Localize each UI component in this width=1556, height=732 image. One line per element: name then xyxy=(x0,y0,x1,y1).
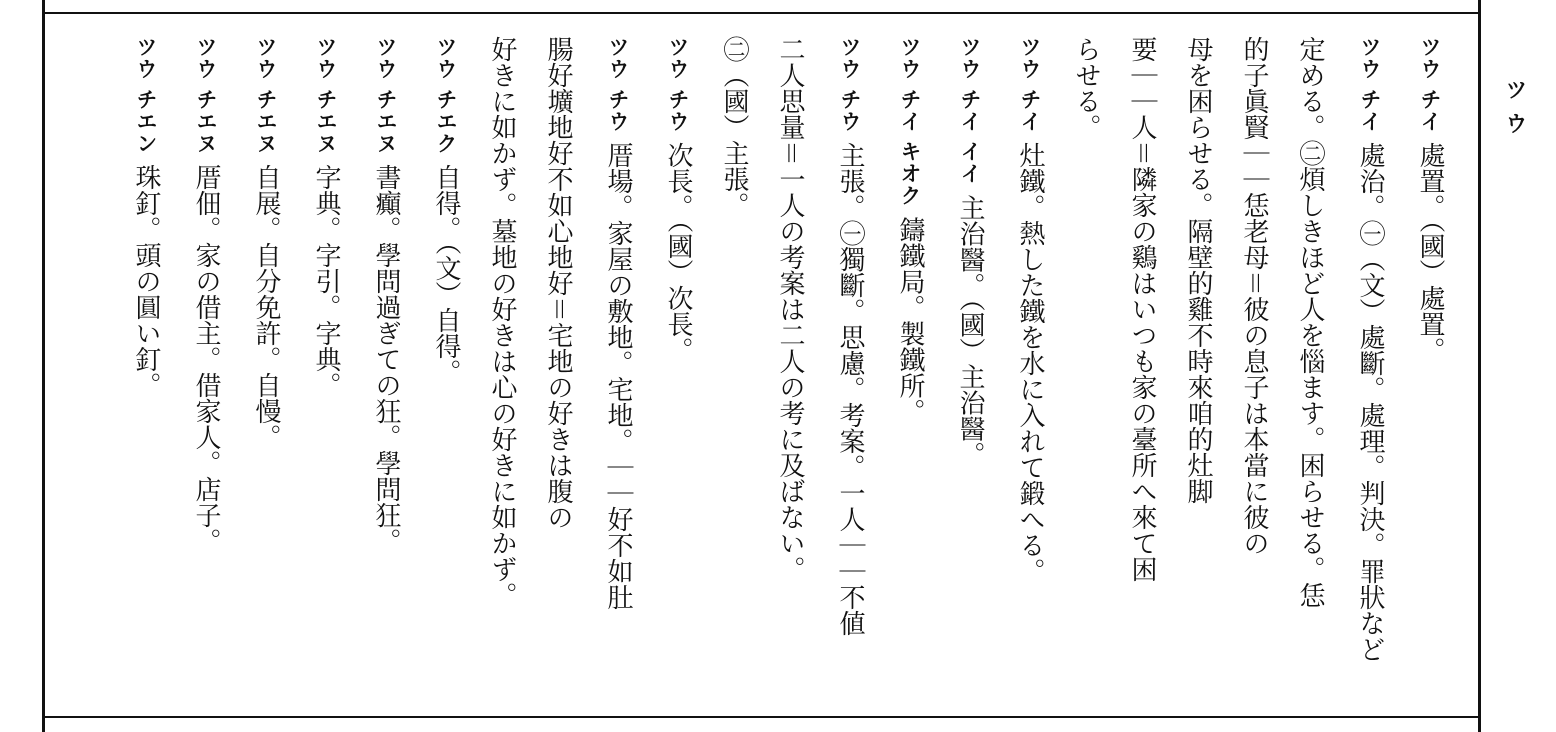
entry-headword: ツウ チウ xyxy=(606,36,630,133)
entry-text: 母を困らせる。隔壁的雞不時來咱的灶脚 xyxy=(1183,36,1213,504)
entry-text: 字典。字引。字典。 xyxy=(311,164,341,399)
entry-column xyxy=(940,36,1000,696)
entry-text: 主治醫。（國）主治醫。 xyxy=(955,194,985,468)
entry-text: 好きに如かず。墓地の好きは心の好きに如かず。 xyxy=(487,36,517,608)
entry-text: 二人思量＝一人の考案は二人の考に及ばない。 xyxy=(775,36,805,582)
entry-text: 自展。自分免許。自慢。 xyxy=(251,164,281,451)
entry-headword: ツウ チエヌ xyxy=(194,36,218,155)
entry-text: 珠釘。頭の圓い釘。 xyxy=(131,164,161,399)
entry-headword: ツウ チエヌ xyxy=(254,36,278,155)
entry-column xyxy=(236,36,296,696)
entry-text: 鑄鐵局。製鐵所。 xyxy=(895,216,925,425)
entry-text: 書癲。學問過ぎての狂。學問狂。 xyxy=(371,164,401,555)
entry-column xyxy=(1000,36,1060,696)
entry-columns xyxy=(60,36,1460,696)
entry-headword: ツウ チウ xyxy=(838,36,862,133)
entry-column xyxy=(588,36,648,696)
entry-text: 要｜｜人＝隣家の鷄はいつも家の臺所へ來て困 xyxy=(1127,36,1157,582)
entry-text: 自得。（文）自得。 xyxy=(431,164,461,386)
entry-column xyxy=(880,36,940,696)
entry-text: らせる。 xyxy=(1071,36,1101,140)
entry-column xyxy=(648,36,708,696)
left-rule xyxy=(42,0,45,732)
entry-text: ㊁（國）主張。 xyxy=(719,36,749,218)
entry-text: 的子眞賢｜｜恁老母＝彼の息子は本當に彼の xyxy=(1239,36,1269,556)
entry-column xyxy=(1172,36,1228,696)
entry-text: 厝場。家屋の敷地。宅地。｜｜好不如肚 xyxy=(603,142,633,611)
entry-column xyxy=(764,36,820,696)
entry-headword: ツウ チウ xyxy=(666,36,690,133)
section-heading: ツウ xyxy=(1502,78,1527,146)
entry-column xyxy=(356,36,416,696)
entry-column xyxy=(1284,36,1340,696)
entry-headword: ツウ チエヌ xyxy=(314,36,338,155)
entry-headword: ツウ チエヌ xyxy=(374,36,398,155)
entry-column xyxy=(1400,36,1460,696)
entry-text: 腸好壙地好不如心地好＝宅地の好きは腹の xyxy=(543,36,573,531)
bottom-rule xyxy=(42,716,1478,718)
entry-text: 厝佃。家の借主。借家人。店子。 xyxy=(191,164,221,555)
entry-column xyxy=(116,36,176,696)
entry-column xyxy=(532,36,588,696)
entry-column xyxy=(1116,36,1172,696)
entry-headword: ツウ チエク xyxy=(434,36,458,155)
entry-text: 灶鐵。熱した鐵を水に入れて鍛へる。 xyxy=(1015,142,1045,585)
entry-text: 處置。（國）處置。 xyxy=(1415,142,1445,364)
entry-headword: ツウ チイ xyxy=(1358,36,1382,133)
entry-text: 次長。（國）次長。 xyxy=(663,142,693,364)
right-rule xyxy=(1478,0,1481,732)
entry-column xyxy=(1228,36,1284,696)
entry-headword: ツウ チイ xyxy=(1418,36,1442,133)
entry-text: 處治。㊀（文）處斷。處理。判決。罪狀など xyxy=(1355,142,1385,663)
entry-column xyxy=(296,36,356,696)
entry-headword: ツウ チイ イイ xyxy=(958,36,982,185)
entry-column xyxy=(820,36,880,696)
entry-headword: ツウ チイ キオク xyxy=(898,36,922,207)
entry-column xyxy=(1340,36,1400,696)
entry-headword: ツウ チイ xyxy=(1018,36,1042,133)
entry-text: 主張。㊀獨斷。思慮。考案。一人｜｜不値 xyxy=(835,142,865,637)
entry-column xyxy=(1060,36,1116,696)
entry-column xyxy=(416,36,476,696)
entry-column xyxy=(708,36,764,696)
entry-column xyxy=(176,36,236,696)
entry-text: 定める。㊁煩しきほど人を惱ます。困らせる。恁 xyxy=(1295,36,1325,608)
entry-column xyxy=(476,36,532,696)
top-rule xyxy=(42,12,1478,14)
entry-headword: ツウ チエン xyxy=(134,36,158,155)
